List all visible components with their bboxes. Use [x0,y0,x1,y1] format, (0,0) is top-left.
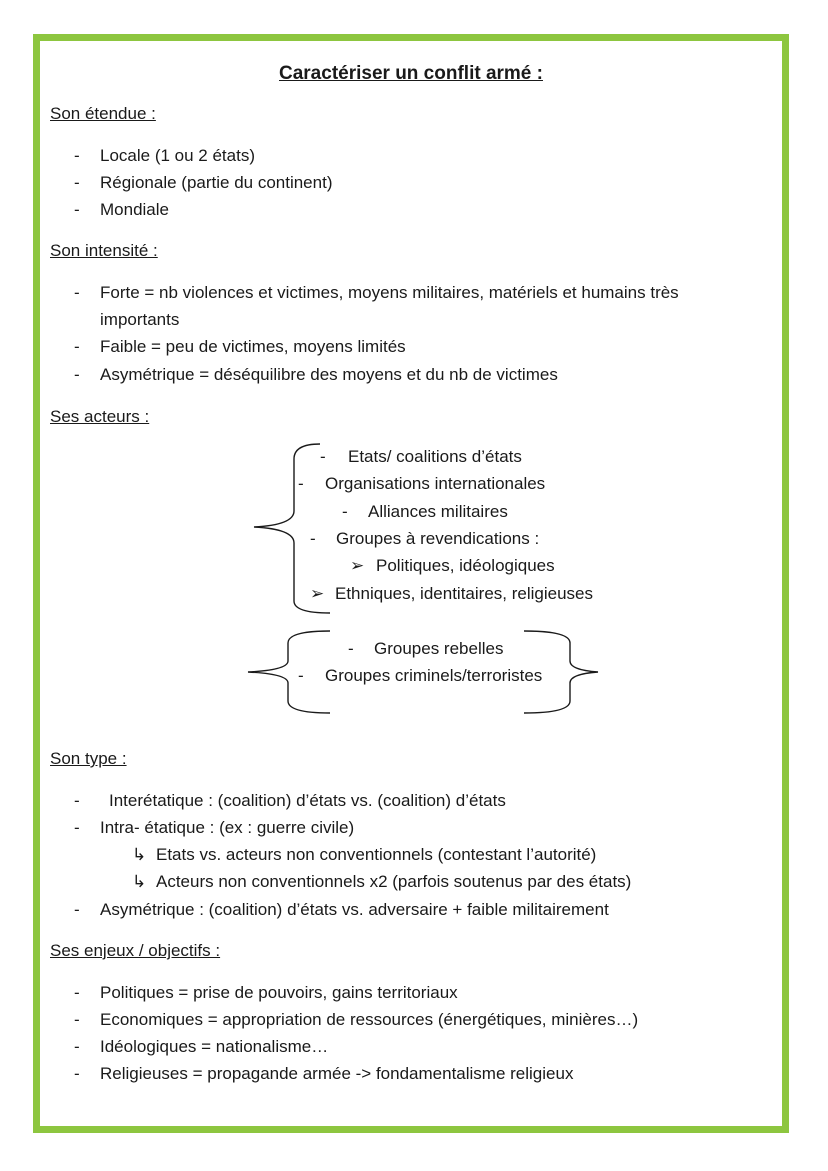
actor-item: Groupes criminels/terroristes [325,666,543,685]
list-item: Faible = peu de victimes, moyens limités [100,337,406,356]
left-brace-group2 [248,631,330,713]
dash-marker: - [74,791,80,810]
list-item: Régionale (partie du continent) [100,173,333,192]
dash-marker: - [74,900,80,919]
list-item: Economiques = appropriation de ressources (énergétiques, minières…) [100,1010,639,1029]
dash-marker: - [310,529,316,548]
dash-marker: - [74,283,80,302]
list-item: Interétatique : (coalition) d’états vs. (coalition) d’états [109,791,506,810]
list-item: Mondiale [100,200,169,219]
actor-item: Groupes à revendications : [336,529,540,548]
actor-subitem: Politiques, idéologiques [376,556,555,575]
section-heading-intensite: Son intensité : [50,241,158,260]
list-item: Intra- étatique : (ex : guerre civile) [100,818,355,837]
right-brace-group2 [524,631,598,713]
list-item: Forte = nb violences et victimes, moyens militaires, matériels et humains très [100,283,679,302]
dash-marker: - [348,639,354,658]
actor-item: Groupes rebelles [374,639,504,658]
dash-marker: - [320,447,326,466]
dash-marker: - [74,365,80,384]
dash-marker: - [74,1010,80,1029]
hook-arrow-icon: ↳ [132,845,147,864]
dash-marker: - [74,818,80,837]
list-item: Asymétrique = déséquilibre des moyens et du nb de victimes [100,365,558,384]
list-item: Politiques = prise de pouvoirs, gains territoriaux [100,983,458,1002]
dash-marker: - [342,502,348,521]
dash-marker: - [74,1064,80,1083]
actor-item: Organisations internationales [325,474,546,493]
list-item: Religieuses = propagande armée -> fondamentalisme religieux [100,1064,574,1083]
dash-marker: - [74,200,80,219]
arrow-bullet-icon: ➢ [350,556,365,575]
page-title: Caractériser un conflit armé : [279,63,543,84]
list-item: Locale (1 ou 2 états) [100,146,255,165]
list-subitem: Etats vs. acteurs non conventionnels (contestant l’autorité) [156,845,597,864]
list-item: Idéologiques = nationalisme… [100,1037,329,1056]
hook-arrow-icon: ↳ [132,872,147,891]
section-heading-acteurs: Ses acteurs : [50,407,150,426]
list-item: Asymétrique : (coalition) d’états vs. adversaire + faible militairement [100,900,609,919]
dash-marker: - [74,1037,80,1056]
dash-marker: - [74,337,80,356]
section-heading-etendue: Son étendue : [50,104,156,123]
left-brace-group1 [254,444,330,613]
actor-braces [40,41,782,1126]
dash-marker: - [74,173,80,192]
arrow-bullet-icon: ➢ [310,584,325,603]
dash-marker: - [298,666,304,685]
dash-marker: - [74,146,80,165]
list-subitem: Acteurs non conventionnels x2 (parfois soutenus par des états) [156,872,632,891]
actor-item: Alliances militaires [368,502,508,521]
actor-item: Etats/ coalitions d’états [348,447,522,466]
dash-marker: - [298,474,304,493]
document-frame [33,34,789,1133]
section-heading-enjeux: Ses enjeux / objectifs : [50,941,221,960]
list-item-continuation: importants [100,310,180,329]
actor-subitem: Ethniques, identitaires, religieuses [335,584,593,603]
dash-marker: - [74,983,80,1002]
section-heading-type: Son type : [50,749,127,768]
